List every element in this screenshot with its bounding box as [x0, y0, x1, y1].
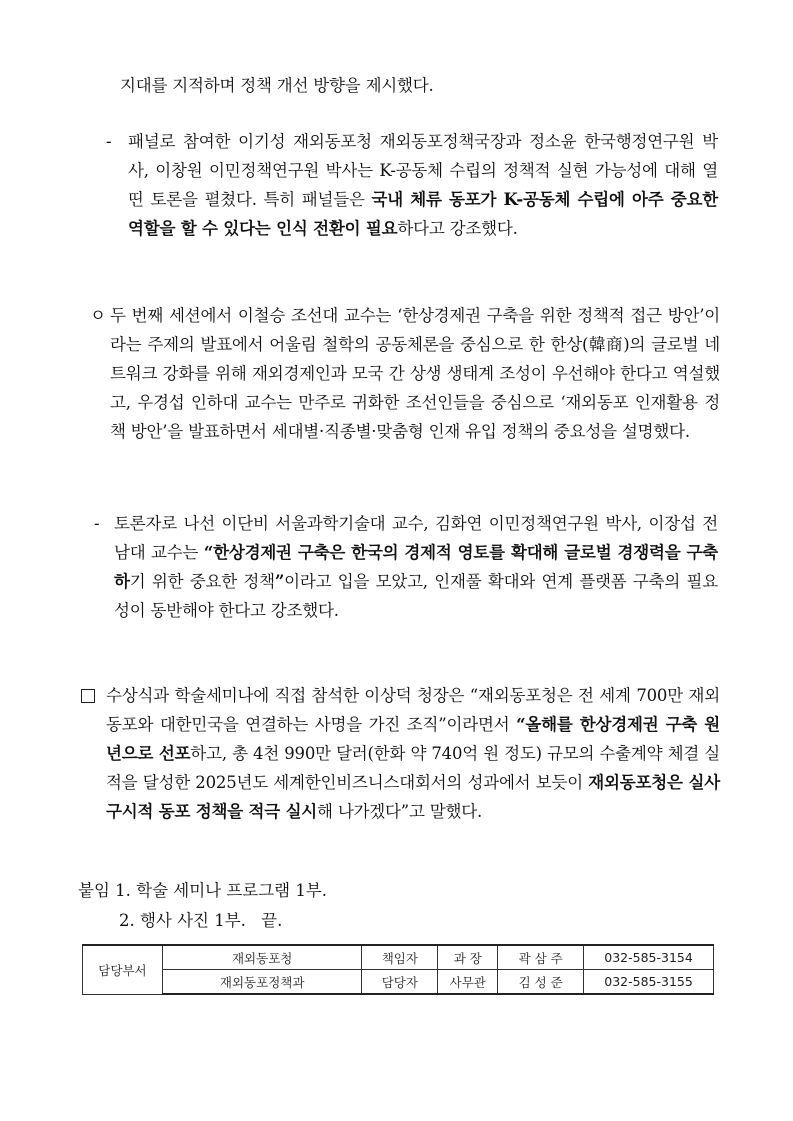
person-name: 김 성 준	[498, 970, 584, 995]
paragraph-second-session	[110, 301, 720, 446]
bold-emphasis: “올해를 한상경제권 구축 원년으로 선포	[106, 715, 720, 763]
bold-quote: ”	[274, 572, 285, 591]
phone-number: 032-585-3154	[584, 945, 714, 970]
role-label: 담당자	[362, 970, 438, 995]
bold-emphasis: 국내 체류 동포가 K-공동체 수립에 아주 중요한 역할을 할 수 있다는 인식 전환이 필요	[128, 190, 718, 238]
contact-row	[83, 945, 714, 970]
paragraph-text: 하다고 강조했다.	[397, 219, 518, 238]
contact-row	[83, 970, 714, 995]
paragraph-text: 이라고 입을 모았고, 인재풀 확대와 연계 플랫폼 구축의 필요성이 동반해야 한다고 강조했다.	[114, 572, 719, 620]
paragraph-text: 패널로 참여한 이기성 재외동포청 재외동포정책국장과 정소윤 한국행정연구원 박사, 이창원 이민정책연구원 박사는 K-공동체 수립의 정책적 실현 가능성에 대해 열띤 토론을 펼쳤다. 특히 패널들은	[128, 132, 718, 209]
paragraph-commissioner-remarks	[106, 681, 720, 826]
dept-label: 담당부서	[83, 945, 163, 994]
paragraph-text: 두 번째 세션에서 이철승 조선대 교수는 ‘한상경제권 구축을 위한 정책적 접근 방안’이라는 주제의 발표에서 어울림 철학의 공동체론을 중심으로 한 한상(韓商)의 글로벌 네트워크 강화를 위해 재외경제인과 모국 간 상생 생태계 조성이 우선해야 한다고 역설했고, 우경섭 인하대 교수는 만주로 귀화한 조선인들을 중심으로 ‘재외동포 인재활용 정책 방안’을 발표하면서 세대별·직종별·맞춤형 인재 유입 정책의 중요성을 설명했다.	[110, 306, 720, 441]
role-label: 책임자	[362, 945, 438, 970]
division-name: 재외동포정책과	[162, 970, 362, 995]
end-mark: 끝.	[261, 911, 283, 930]
org-name: 재외동포청	[162, 945, 362, 970]
checkbox-square-marker	[81, 689, 95, 703]
bold-emphasis: “한상경제권 구축은 한국의 경제적 영토를 확대해 글로벌 경쟁력을 구축하	[114, 543, 718, 591]
paragraph-panel-discussion	[128, 127, 718, 243]
paragraph-text: 기 위한 중요한 정책	[129, 572, 275, 591]
person-name: 곽 삼 주	[498, 945, 584, 970]
paragraph-text: 하고, 총 4천 990만 달러(한화 약 740억 원 정도) 규모의 수출계약 체결 실적을 달성한 2025년도 세계한인비즈니스대회서의 성과에서 보듯이	[106, 744, 720, 792]
attachment-item: 2. 행사 사진 1부.	[119, 911, 246, 930]
attachment-item: 1. 학술 세미나 프로그램 1부.	[115, 881, 327, 900]
bold-emphasis: 재외동포청은 실사구시적 동포 정책을 적극 실시	[106, 773, 720, 821]
paragraph-continuation	[120, 71, 720, 100]
paragraph-text: 수상식과 학술세미나에 직접 참석한 이상덕 청장은 “재외동포청은 전 세계 700만 재외동포와 대한민국을 연결하는 사명을 가진 조직”이라면서	[106, 686, 720, 734]
attachment-label: 붙임	[78, 881, 110, 900]
paragraph-text: 토론자로 나선 이단비 서울과학기술대 교수, 김화연 이민정책연구원 박사, 이장섭 전남대 교수는	[114, 514, 718, 562]
contact-table	[82, 944, 714, 995]
paragraph-debaters	[114, 509, 718, 625]
paragraph-text: 해 나가겠다”고 말했다.	[317, 802, 483, 821]
dash-marker: -	[106, 132, 112, 151]
position-title: 사무관	[438, 970, 498, 995]
dash-marker: -	[94, 514, 100, 533]
paragraph-text: 지대를 지적하며 정책 개선 방향을 제시했다.	[120, 76, 434, 95]
attachment-line-2	[119, 906, 282, 936]
position-title: 과 장	[438, 945, 498, 970]
attachment-line-1	[78, 876, 327, 906]
phone-number: 032-585-3155	[584, 970, 714, 995]
circle-marker: ㅇ	[90, 306, 106, 325]
